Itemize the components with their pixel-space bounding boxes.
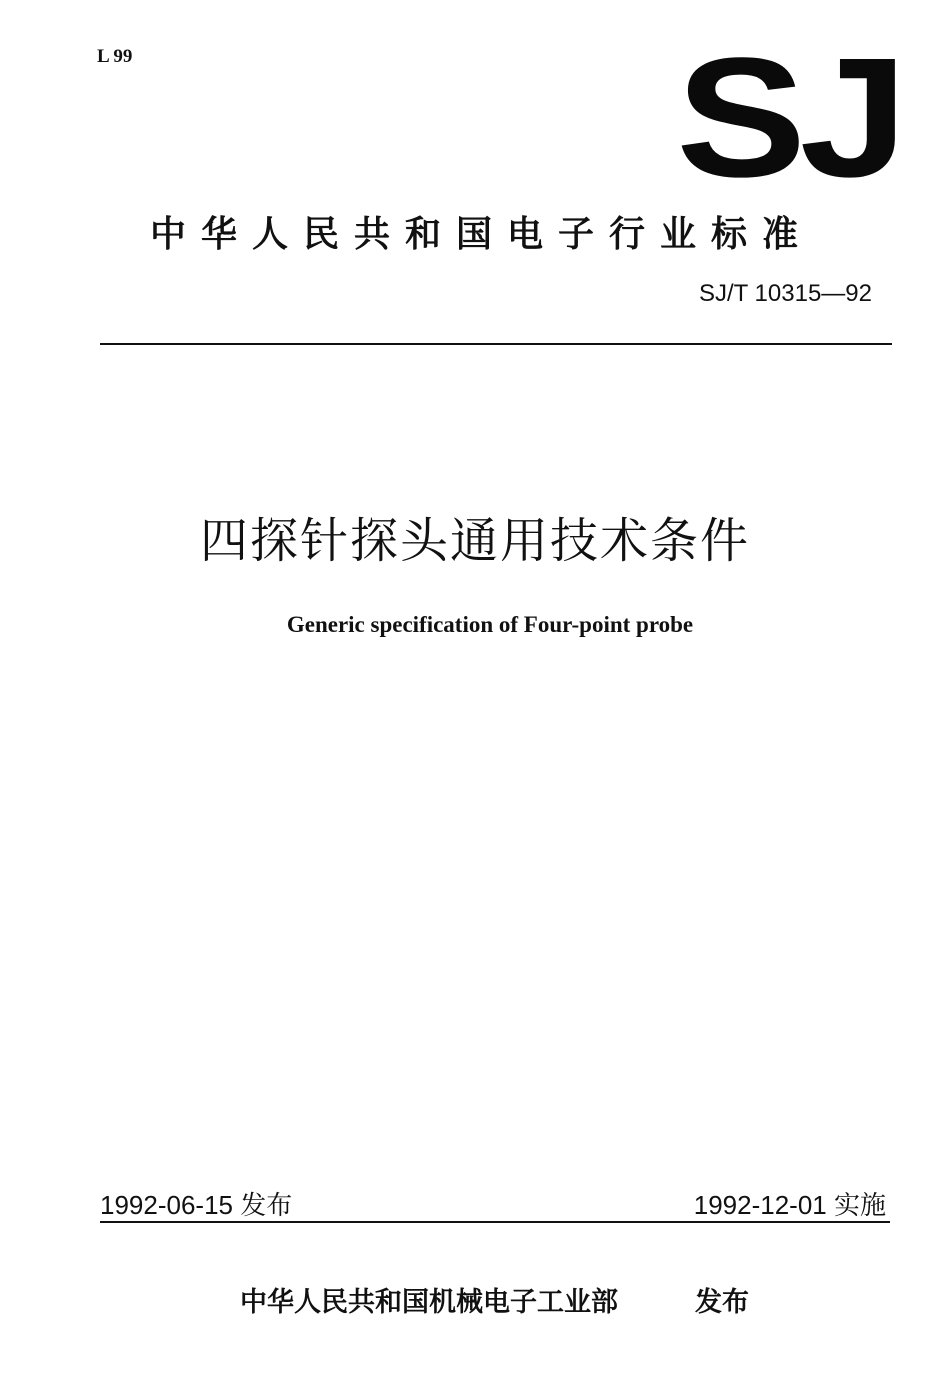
implementation-date: 1992-12-01 实施 bbox=[693, 1190, 886, 1220]
issuing-authority: 中华人民共和国机械电子工业部 bbox=[240, 1287, 618, 1318]
issuing-action: 发布 bbox=[695, 1287, 749, 1318]
standard-organization: 中华人民共和国电子行业标准 bbox=[150, 214, 814, 255]
issue-date: 1992-06-15 发布 bbox=[100, 1190, 293, 1220]
document-title-english: Generic specification of Four-point probe bbox=[286, 612, 694, 637]
footer-divider bbox=[100, 1221, 890, 1223]
header-divider bbox=[100, 343, 892, 345]
standard-number: SJ/T 10315—92 bbox=[698, 280, 872, 307]
sj-logo: SJ bbox=[676, 23, 902, 213]
document-title-chinese: 四探针探头通用技术条件 bbox=[199, 513, 750, 569]
classification-code: L 99 bbox=[97, 46, 133, 67]
